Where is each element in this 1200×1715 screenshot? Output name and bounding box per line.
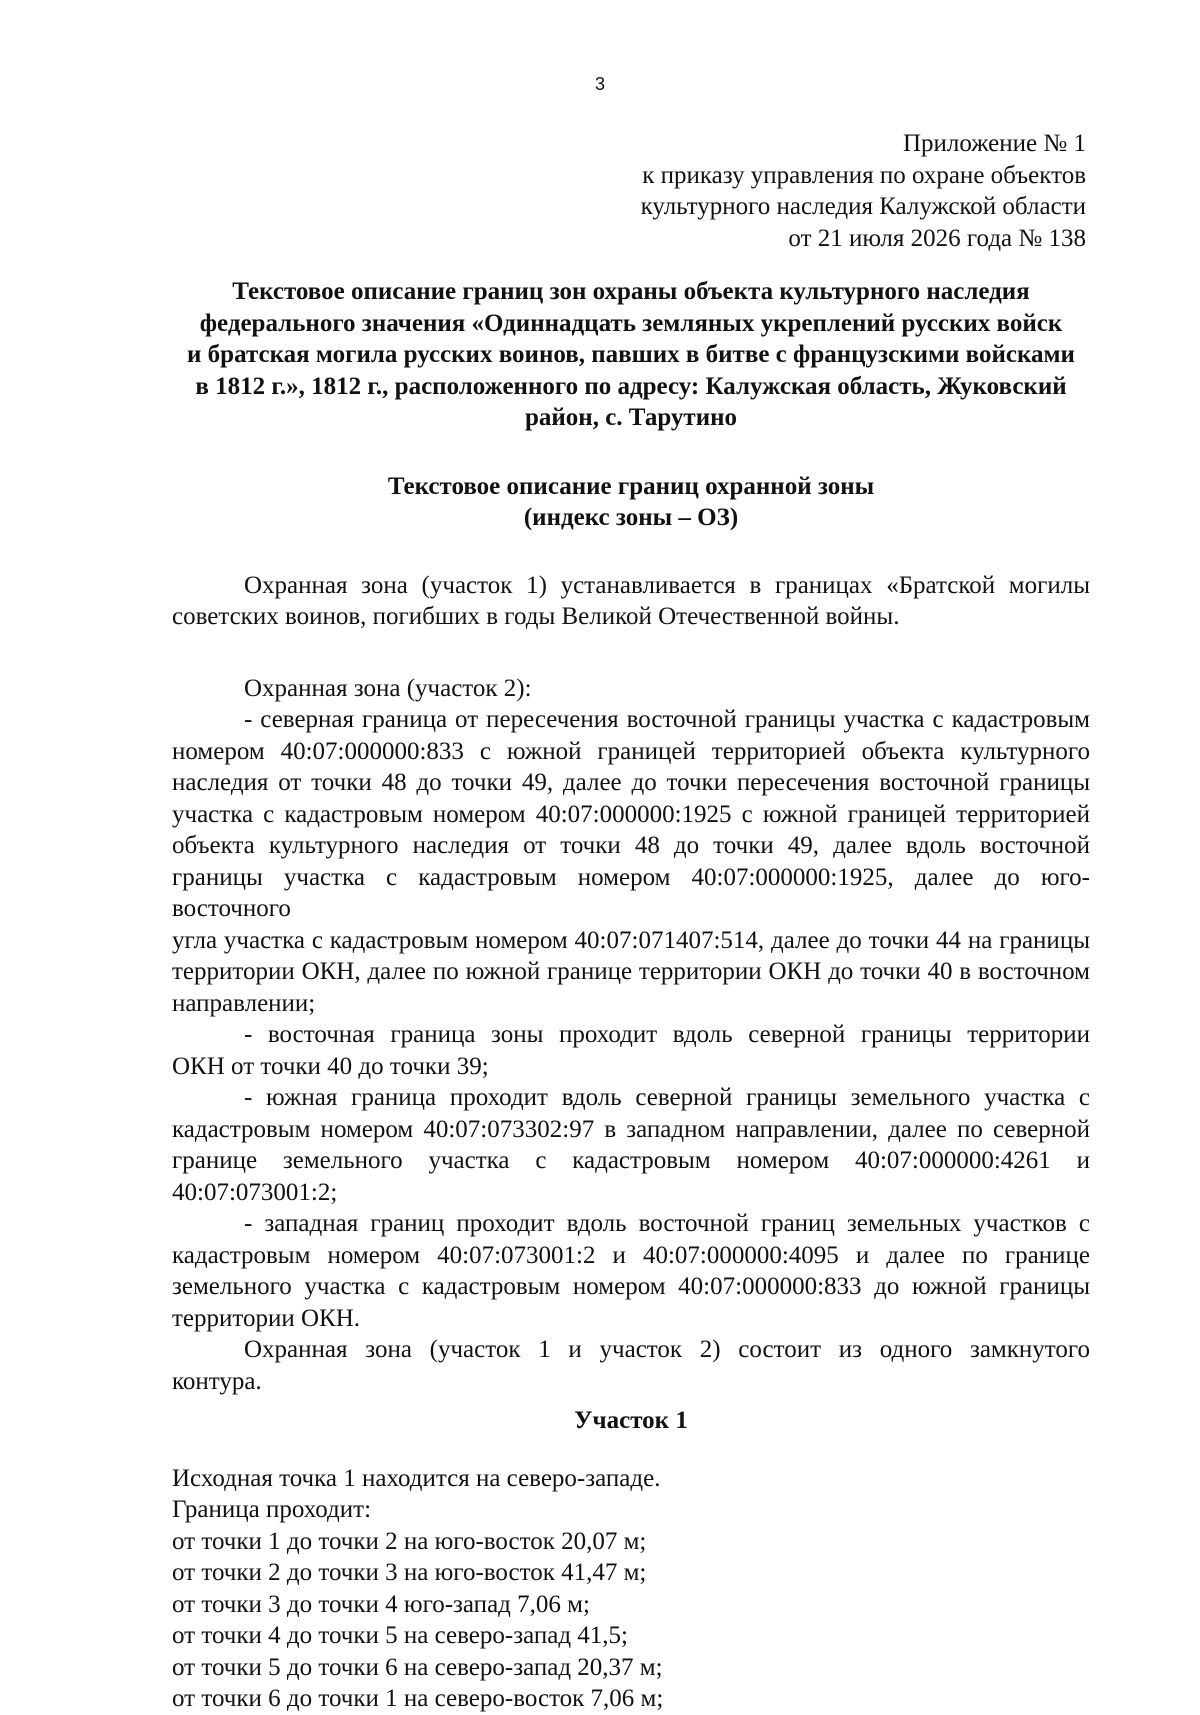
title-line: в 1812 г.», 1812 г., расположенного по адресу: Калужская область, Жуковский xyxy=(195,372,1067,400)
segment-line: от точки 6 до точки 1 на северо-восток 7,06 м; xyxy=(172,1685,664,1712)
title-line: район, с. Тарутино xyxy=(524,404,738,431)
document-body xyxy=(172,276,1090,1715)
paragraph-line: территории ОКН, далее по южной границе территории ОКН до точки 40 в восточном xyxy=(172,958,1090,985)
start-point-line: Исходная точка 1 находится на северо-западе. xyxy=(172,1464,661,1492)
north-boundary-paragraph xyxy=(172,704,1090,1019)
paragraph-line: направлении; xyxy=(172,989,316,1017)
appendix-line: к приказу управления по охране объектов xyxy=(642,161,1086,189)
title-line: федерального значения «Одиннадцать земляных укреплений русских войск xyxy=(199,309,1063,337)
paragraph-line: - восточная граница зоны проходит вдоль северной границы территории xyxy=(244,1021,1090,1048)
south-boundary-paragraph xyxy=(172,1082,1090,1208)
paragraph-line: кадастровым номером 40:07:073302:97 в западном направлении, далее по северной xyxy=(172,1115,1090,1143)
paragraph-line: советских воинов, погибших в годы Великой Отечественной войны. xyxy=(172,603,900,630)
title-line: и братская могила русских воинов, павших в битве с французскими войсками xyxy=(187,341,1075,368)
subtitle-line: (индекс зоны – ОЗ) xyxy=(523,504,739,531)
boundary-passes-line: Граница проходит: xyxy=(172,1496,372,1523)
paragraph-line: номером 40:07:000000:833 с южной границей территорией объекта культурного xyxy=(172,737,1090,765)
segment-line: от точки 3 до точки 4 юго-запад 7,06 м; xyxy=(172,1590,590,1618)
paragraph-line: - южная граница проходит вдоль северной границы земельного участка с xyxy=(244,1084,1090,1111)
paragraph-line: - западная границ проходит вдоль восточной границ земельных участков с xyxy=(244,1210,1090,1237)
paragraph-line: Охранная зона (участок 1 и участок 2) состоит из одного замкнутого xyxy=(244,1336,1090,1363)
paragraph-line: контура. xyxy=(172,1367,262,1395)
paragraph-line: границы участка с кадастровым номером 40:07:000000:1925, далее до юго-восточного xyxy=(172,863,1090,922)
segment-line: от точки 2 до точки 3 на юго-восток 41,47 м; xyxy=(172,1559,647,1586)
appendix-header xyxy=(526,128,1086,254)
paragraph-line: 40:07:073001:2; xyxy=(172,1178,338,1206)
segment-line: от точки 4 до точки 5 на северо-запад 41,5; xyxy=(172,1622,628,1649)
west-boundary-paragraph xyxy=(172,1208,1090,1334)
section-subtitle xyxy=(172,471,1090,534)
page-number: 3 xyxy=(594,74,605,94)
paragraph-line: наследия от точки 48 до точки 49, далее до точки пересечения восточной границы xyxy=(172,769,1090,796)
paragraph-line: объекта культурного наследия от точки 48 до точки 49, далее вдоль восточной xyxy=(172,832,1090,859)
paragraph-line: территории ОКН. xyxy=(172,1304,361,1332)
section1-description xyxy=(172,1463,1090,1715)
zone2-heading: Охранная зона (участок 2): xyxy=(244,674,532,702)
zone2-block xyxy=(172,673,1090,1398)
appendix-line: культурного наследия Калужской области xyxy=(640,193,1086,220)
paragraph-line: ОКН от точки 40 до точки 39; xyxy=(172,1052,489,1080)
closing-paragraph xyxy=(172,1334,1090,1397)
paragraph-line: земельного участка с кадастровым номером 40:07:000000:833 до южной границы xyxy=(172,1273,1090,1300)
section-heading: Участок 1 xyxy=(574,1407,688,1434)
zone1-paragraph xyxy=(172,570,1090,633)
segment-line: от точки 5 до точки 6 на северо-запад 20,37 м; xyxy=(172,1653,663,1681)
appendix-line: Приложение № 1 xyxy=(902,130,1086,157)
paragraph-line: границе земельного участка с кадастровым номером 40:07:000000:4261 и xyxy=(172,1147,1090,1174)
document-title xyxy=(172,276,1090,434)
title-line: Текстовое описание границ зон охраны объекта культурного наследия xyxy=(232,278,1030,305)
appendix-line: от 21 июля 2026 года № 138 xyxy=(788,224,1086,252)
paragraph-line: кадастровым номером 40:07:073001:2 и 40:07:000000:4095 и далее по границе xyxy=(172,1241,1090,1269)
paragraph-line: - северная граница от пересечения восточной границы участка с кадастровым xyxy=(244,706,1090,733)
east-boundary-paragraph xyxy=(172,1019,1090,1082)
paragraph-line: участка с кадастровым номером 40:07:000000:1925 с южной границей территорией xyxy=(172,800,1090,828)
paragraph-line: угла участка с кадастровым номером 40:07:071407:514, далее до точки 44 на границы xyxy=(172,926,1090,954)
subtitle-line: Текстовое описание границ охранной зоны xyxy=(387,472,875,500)
paragraph-line: Охранная зона (участок 1) устанавливается в границах «Братской могилы xyxy=(244,571,1090,599)
segment-line: от точки 1 до точки 2 на юго-восток 20,07 м; xyxy=(172,1527,647,1555)
